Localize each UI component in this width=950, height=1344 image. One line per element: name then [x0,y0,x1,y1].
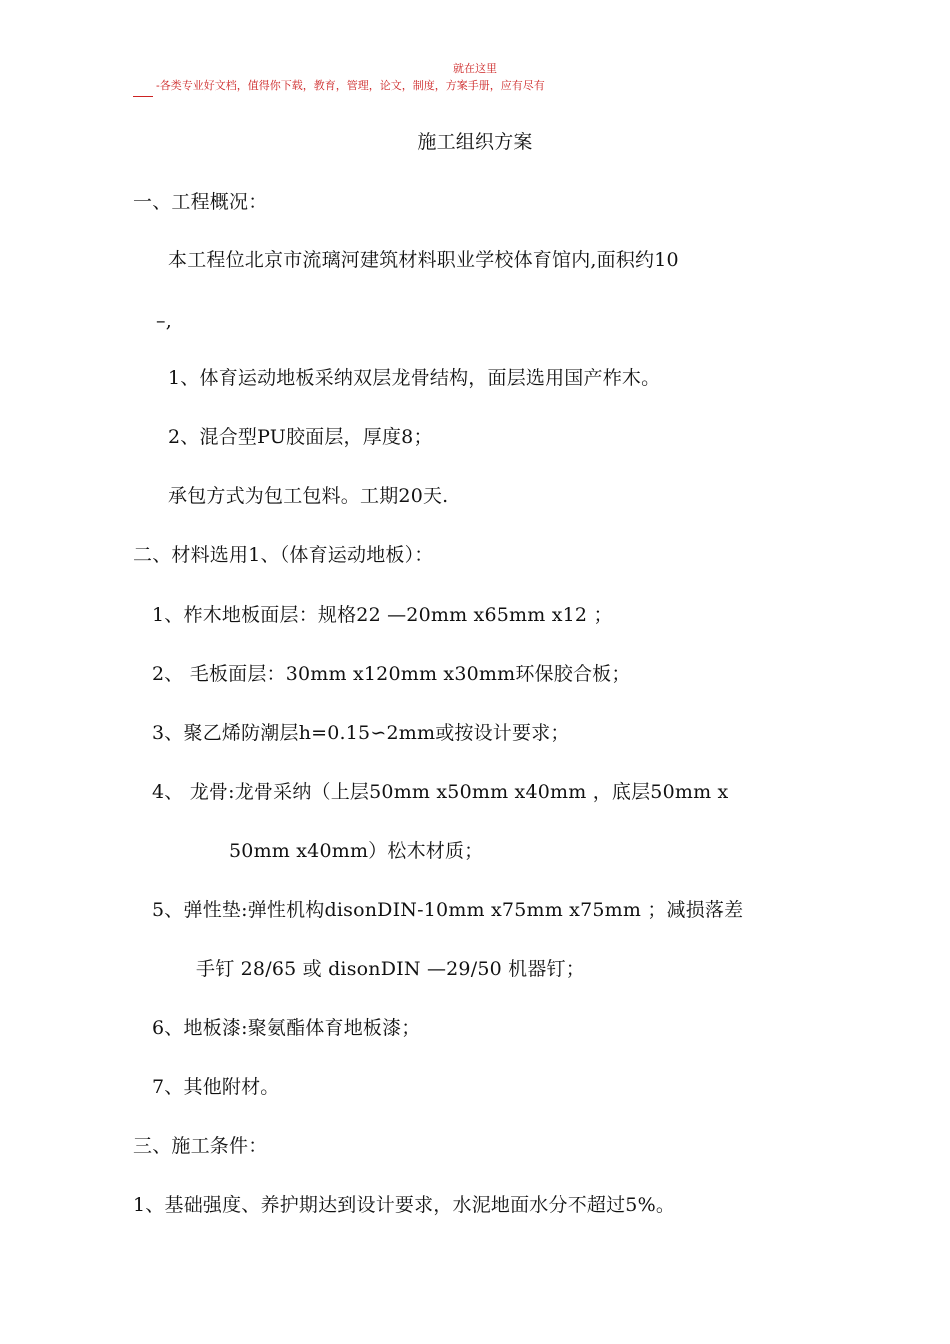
section-2-heading: 二、材料选用1、（体育运动地板）： [133,544,434,566]
section-1-item-2: 2、混合型PU胶面层，厚度8； [168,426,433,448]
section-3-heading: 三、施工条件： [133,1135,268,1157]
section-3-item-1: 1、基础强度、养护期达到设计要求，水泥地面水分不超过5%。 [133,1194,676,1216]
section-2-item-4: 4、 龙骨:龙骨采纳（上层50mm x50mm x40mm ，底层50mm x [152,781,729,803]
section-2-item-7: 7、其他附材。 [152,1076,280,1098]
section-1-paragraph-2: 承包方式为包工包料。工期20天. [168,485,449,507]
section-1-paragraph-1-cont: –, [156,310,172,332]
section-2-item-5: 5、弹性垫:弹性机构disonDIN-10mm x75mm x75mm ；减损落差 [152,899,744,921]
document-title: 施工组织方案 [417,131,533,153]
section-2-item-5-cont: 手钉 28/65 或 disonDIN —29/50 机器钉； [196,958,585,980]
section-1-heading: 一、工程概况： [133,191,268,213]
section-1-paragraph-1: 本工程位北京市流璃河建筑材料职业学校体育馆内,面积约10 [168,249,679,271]
section-2-item-4-cont: 50mm x40mm）松木材质； [229,840,484,862]
section-2-item-3: 3、聚乙烯防潮层h=0.15∽2mm或按设计要求； [152,722,570,744]
header-rule [133,96,153,97]
header-top-text: 就在这里 [453,62,497,75]
section-1-item-1: 1、体育运动地板采纳双层龙骨结构，面层选用国产柞木。 [168,367,661,389]
section-2-item-2: 2、 毛板面层：30mm x120mm x30mm环保胶合板； [152,663,631,685]
section-2-item-1: 1、柞木地板面层：规格22 —20mm x65mm x12 ； [152,604,613,626]
section-2-item-6: 6、地板漆:聚氨酯体育地板漆； [152,1017,421,1039]
header-sub-text: -各类专业好文档，值得你下载，教育，管理，论文，制度，方案手册，应有尽有 [156,79,545,92]
